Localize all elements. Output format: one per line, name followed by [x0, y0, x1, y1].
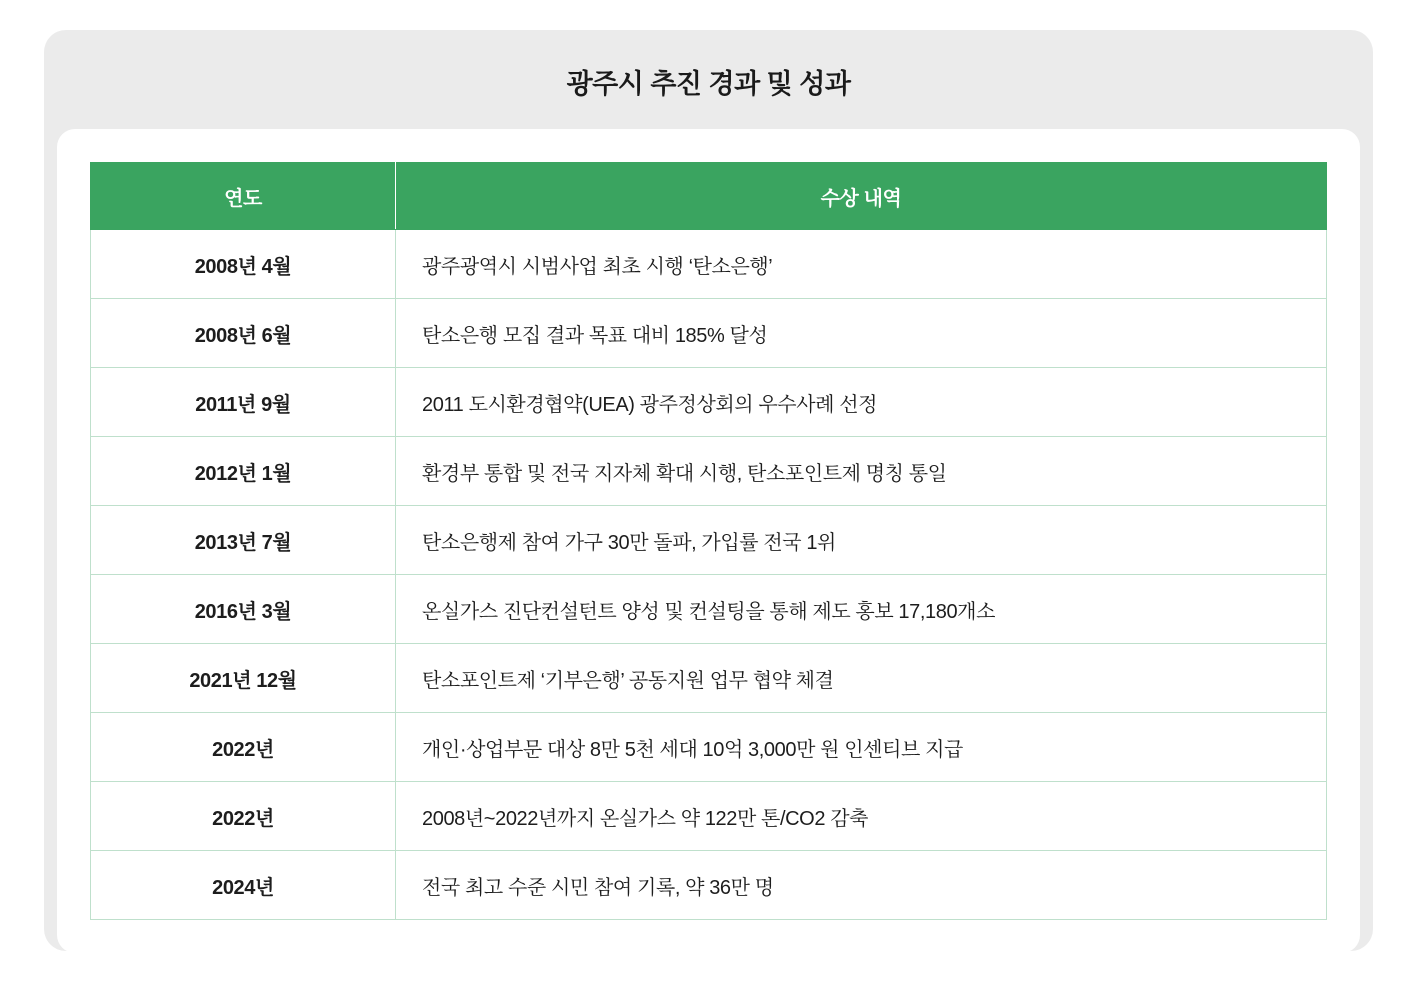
cell-detail: 탄소포인트제 ‘기부은행’ 공동지원 업무 협약 체결	[396, 644, 1327, 713]
cell-year: 2011년 9월	[91, 368, 396, 437]
cell-year: 2021년 12월	[91, 644, 396, 713]
table-row	[91, 851, 1327, 920]
table-header	[91, 163, 1327, 230]
cell-detail: 온실가스 진단컨설턴트 양성 및 컨설팅을 통해 제도 홍보 17,180개소	[396, 575, 1327, 644]
cell-year: 2024년	[91, 851, 396, 920]
cell-detail: 광주광역시 시범사업 최초 시행 ‘탄소은행’	[396, 230, 1327, 299]
table-row	[91, 230, 1327, 299]
table-header-row	[91, 163, 1327, 230]
cell-year: 2013년 7월	[91, 506, 396, 575]
table-row	[91, 437, 1327, 506]
table-row	[91, 713, 1327, 782]
cell-year: 2016년 3월	[91, 575, 396, 644]
cell-detail: 전국 최고 수준 시민 참여 기록, 약 36만 명	[396, 851, 1327, 920]
cell-detail: 2011 도시환경협약(UEA) 광주정상회의 우수사례 선정	[396, 368, 1327, 437]
page-title: 광주시 추진 경과 및 성과	[566, 69, 851, 99]
table-row	[91, 644, 1327, 713]
table-row	[91, 782, 1327, 851]
cell-year: 2012년 1월	[91, 437, 396, 506]
cell-year: 2008년 4월	[91, 230, 396, 299]
cell-year: 2022년	[91, 782, 396, 851]
table-body	[91, 230, 1327, 920]
cell-year: 2022년	[91, 713, 396, 782]
cell-detail: 2008년~2022년까지 온실가스 약 122만 톤/CO2 감축	[396, 782, 1327, 851]
column-header-year: 연도	[91, 163, 396, 230]
table-panel	[57, 129, 1360, 953]
cell-detail: 탄소은행 모집 결과 목표 대비 185% 달성	[396, 299, 1327, 368]
cell-detail: 환경부 통합 및 전국 지자체 확대 시행, 탄소포인트제 명칭 통일	[396, 437, 1327, 506]
table-row	[91, 575, 1327, 644]
content-card	[44, 30, 1373, 951]
table-row	[91, 299, 1327, 368]
table-row	[91, 368, 1327, 437]
table-row	[91, 506, 1327, 575]
cell-detail: 개인·상업부문 대상 8만 5천 세대 10억 3,000만 원 인센티브 지급	[396, 713, 1327, 782]
cell-year: 2008년 6월	[91, 299, 396, 368]
column-header-detail: 수상 내역	[396, 163, 1327, 230]
cell-detail: 탄소은행제 참여 가구 30만 돌파, 가입률 전국 1위	[396, 506, 1327, 575]
achievements-table	[90, 162, 1327, 920]
